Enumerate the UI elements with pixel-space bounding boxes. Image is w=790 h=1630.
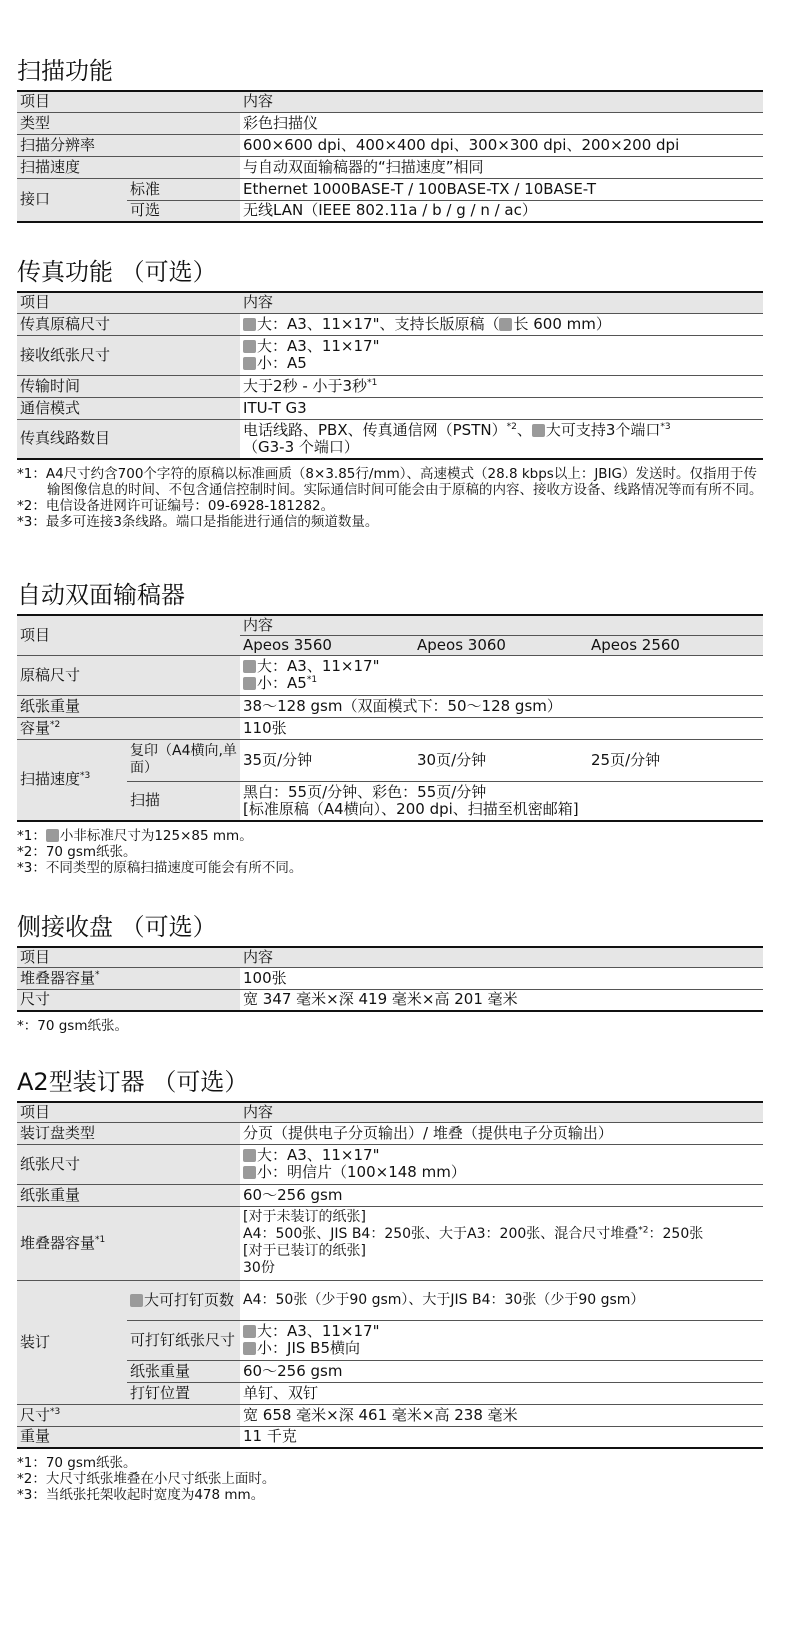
value-text: 小：A5 bbox=[257, 674, 307, 692]
row-sublabel: 扫描 bbox=[127, 781, 240, 821]
footnote-ref: *2 bbox=[506, 421, 517, 432]
row-label: 纸张重量 bbox=[17, 1184, 240, 1206]
table-row bbox=[17, 989, 763, 1011]
table-row bbox=[17, 717, 763, 739]
row-value bbox=[240, 419, 763, 459]
table-row bbox=[17, 1122, 763, 1144]
row-sublabel bbox=[127, 1280, 240, 1320]
table-row bbox=[17, 1426, 763, 1448]
footnote: *3：当纸张托架收起时宽度为478 mm。 bbox=[17, 1487, 265, 1503]
value-text: 小：明信片（100×148 mm） bbox=[257, 1163, 466, 1181]
row-label: 装订盘类型 bbox=[17, 1122, 240, 1144]
value-text: A4：500张、JIS B4：250张、大于A3：200张、混合尺寸堆叠 bbox=[243, 1226, 639, 1242]
scan-section bbox=[17, 56, 763, 223]
row-value: 60～256 gsm bbox=[240, 1360, 763, 1382]
value-text: 小：A5 bbox=[257, 354, 307, 372]
row-value: ITU-T G3 bbox=[240, 397, 763, 419]
table-row bbox=[17, 781, 763, 821]
row-label: 原稿尺寸 bbox=[17, 655, 240, 695]
footnote: *1：A4尺寸约含700个字符的原稿以标准画质（8×3.85行/mm）、高速模式（28.8 kbps以上：JBIG）发送时。仅指用于传输图像信息的时间、不包含通信控制时间。实际通信时间可能会由于原稿的内容、接收方设备、线路情况等而有所不同。 bbox=[17, 466, 763, 498]
value-text: 小：JIS B5横向 bbox=[257, 1339, 360, 1357]
row-label: 通信模式 bbox=[17, 397, 240, 419]
row-label: 扫描分辨率 bbox=[17, 134, 240, 156]
finisher-title: A2型装订器 （可选） bbox=[17, 1068, 249, 1096]
fax-title: 传真功能 （可选） bbox=[17, 258, 217, 286]
footnote: *2：大尺寸纸张堆叠在小尺寸纸张上面时。 bbox=[17, 1471, 276, 1487]
row-value bbox=[240, 1144, 763, 1184]
label-text: 尺寸 bbox=[20, 1405, 51, 1424]
row-value: 宽 347 毫米×深 419 毫米×高 201 毫米 bbox=[240, 989, 763, 1011]
value-line: [对于未装订的纸张] bbox=[243, 1209, 366, 1225]
row-value bbox=[240, 781, 763, 821]
table-row bbox=[17, 1320, 763, 1360]
value-line bbox=[243, 1340, 763, 1357]
row-label bbox=[17, 739, 127, 821]
footnote-ref: *3 bbox=[50, 1406, 61, 1417]
row-sublabel: 打钉位置 bbox=[127, 1382, 240, 1404]
scan-title: 扫描功能 bbox=[17, 57, 113, 85]
table-row bbox=[17, 1206, 763, 1280]
value-line bbox=[243, 422, 763, 439]
row-label: 尺寸 bbox=[17, 989, 240, 1011]
row-value: 11 千克 bbox=[240, 1426, 763, 1448]
model-name: Apeos 3560 bbox=[240, 635, 414, 655]
table-row bbox=[17, 112, 763, 134]
finisher-table bbox=[17, 1101, 763, 1449]
row-value: 彩色扫描仪 bbox=[240, 112, 763, 134]
row-value: 分页（提供电子分页输出）/ 堆叠（提供电子分页输出） bbox=[240, 1122, 763, 1144]
finisher-section bbox=[17, 1067, 763, 1503]
value-text: 大：A3、11×17" bbox=[257, 1146, 380, 1164]
label-text: 容量 bbox=[20, 718, 51, 737]
header-item: 项目 bbox=[17, 292, 240, 313]
header-item: 项目 bbox=[17, 1102, 240, 1122]
value-line bbox=[243, 1164, 763, 1181]
value-line bbox=[243, 355, 763, 372]
row-label: 纸张尺寸 bbox=[17, 1144, 240, 1184]
footnote-ref: *2 bbox=[50, 719, 61, 730]
row-value: A4：50张（少于90 gsm）、大于JIS B4：30张（少于90 gsm） bbox=[240, 1280, 763, 1320]
header-content: 内容 bbox=[240, 1102, 763, 1122]
footnote-ref: *2 bbox=[638, 1225, 649, 1236]
value-line bbox=[243, 658, 763, 675]
footnote: *：70 gsm纸张。 bbox=[17, 1018, 128, 1034]
table-row bbox=[17, 1144, 763, 1184]
footnote bbox=[17, 828, 763, 844]
value-part: 长 600 mm） bbox=[513, 314, 611, 333]
table-row bbox=[17, 335, 763, 375]
row-label: 扫描速度 bbox=[17, 156, 240, 178]
table-row bbox=[17, 200, 763, 222]
table-header bbox=[17, 1102, 763, 1122]
table-row bbox=[17, 1184, 763, 1206]
footnote: *2：电信设备进网许可证编号：09-6928-181282。 bbox=[17, 498, 335, 514]
table-row bbox=[17, 1382, 763, 1404]
tray-notes bbox=[17, 1018, 763, 1034]
table-row bbox=[17, 739, 763, 781]
label-text: 堆叠器容量 bbox=[20, 1233, 96, 1252]
row-value: 35页/分钟 bbox=[240, 739, 414, 781]
row-value bbox=[240, 335, 763, 375]
table-header bbox=[17, 91, 763, 112]
footnote: *2：70 gsm纸张。 bbox=[17, 844, 137, 860]
row-value: 30页/分钟 bbox=[414, 739, 588, 781]
label-text: 大可打钉页数 bbox=[144, 1290, 235, 1309]
table-row bbox=[17, 134, 763, 156]
row-label bbox=[17, 1404, 240, 1426]
value-text: 大：A3、11×17" bbox=[257, 1322, 380, 1340]
row-label: 纸张重量 bbox=[17, 695, 240, 717]
footnote-ref: * bbox=[95, 969, 100, 980]
footnote-ref: *3 bbox=[80, 771, 91, 782]
row-value: 25页/分钟 bbox=[588, 739, 763, 781]
footnote-ref: *1 bbox=[95, 1234, 106, 1245]
row-value: 100张 bbox=[240, 967, 763, 989]
scan-table bbox=[17, 90, 763, 223]
row-sublabel: 复印（A4横向,单面） bbox=[127, 739, 240, 781]
table-header bbox=[17, 615, 763, 635]
finisher-notes bbox=[17, 1455, 763, 1503]
header-content: 内容 bbox=[240, 615, 763, 635]
value-line bbox=[243, 338, 763, 355]
row-sublabel: 纸张重量 bbox=[127, 1360, 240, 1382]
value-line: [标准原稿（A4横向）、200 dpi、扫描至机密邮箱] bbox=[243, 799, 579, 818]
redacted-mark bbox=[243, 1342, 256, 1355]
row-sublabel: 标准 bbox=[127, 178, 240, 200]
footnote-ref: *3 bbox=[660, 421, 671, 432]
header-content: 内容 bbox=[240, 947, 763, 967]
redacted-mark bbox=[243, 677, 256, 690]
redacted-mark bbox=[130, 1294, 143, 1307]
tray-section bbox=[17, 912, 763, 1034]
header-item: 项目 bbox=[17, 947, 240, 967]
table-row bbox=[17, 967, 763, 989]
row-value: 600×600 dpi、400×400 dpi、300×300 dpi、200×200 dpi bbox=[240, 134, 763, 156]
footnote: *3：最多可连接3条线路。端口是指能进行通信的频道数量。 bbox=[17, 514, 379, 530]
redacted-mark bbox=[243, 318, 256, 331]
row-label: 传真线路数目 bbox=[17, 419, 240, 459]
row-value: 与自动双面输稿器的“扫描速度”相同 bbox=[240, 156, 763, 178]
row-value: 宽 658 毫米×深 461 毫米×高 238 毫米 bbox=[240, 1404, 763, 1426]
table-row bbox=[17, 695, 763, 717]
table-row bbox=[17, 1404, 763, 1426]
footnote: *1：70 gsm纸张。 bbox=[17, 1455, 137, 1471]
row-value bbox=[240, 655, 763, 695]
header-item: 项目 bbox=[17, 91, 240, 112]
table-row bbox=[17, 375, 763, 397]
fax-table bbox=[17, 291, 763, 460]
table-row bbox=[17, 1360, 763, 1382]
row-value bbox=[240, 1320, 763, 1360]
row-value: 38～128 gsm（双面模式下：50～128 gsm） bbox=[240, 695, 763, 717]
note-text: 小非标准尺寸为125×85 mm。 bbox=[59, 828, 253, 844]
row-sublabel: 可选 bbox=[127, 200, 240, 222]
redacted-mark bbox=[243, 340, 256, 353]
value-text: 大于2秒 - 小于3秒 bbox=[243, 376, 368, 395]
row-value: 110张 bbox=[240, 717, 763, 739]
footnote-ref: *1 bbox=[306, 675, 318, 685]
table-row bbox=[17, 178, 763, 200]
row-value: 无线LAN（IEEE 802.11a / b / g / n / ac） bbox=[240, 200, 763, 222]
footnote-ref: *1 bbox=[367, 377, 378, 388]
header-content: 内容 bbox=[240, 292, 763, 313]
row-label: 装订 bbox=[17, 1280, 127, 1404]
redacted-mark bbox=[243, 1149, 256, 1162]
header-content: 内容 bbox=[240, 91, 763, 112]
redacted-mark bbox=[243, 1325, 256, 1338]
row-value: 60～256 gsm bbox=[240, 1184, 763, 1206]
row-label bbox=[17, 967, 240, 989]
value-text: 大：A3、11×17" bbox=[257, 657, 380, 675]
row-value bbox=[240, 1206, 763, 1280]
value-text: 大可支持3个端口 bbox=[545, 420, 661, 439]
value-line bbox=[243, 1226, 763, 1243]
value-line bbox=[243, 1323, 763, 1340]
note-prefix: *1： bbox=[17, 828, 46, 844]
redacted-mark bbox=[243, 660, 256, 673]
adf-table bbox=[17, 614, 763, 822]
row-label: 接口 bbox=[17, 178, 127, 222]
row-label: 类型 bbox=[17, 112, 240, 134]
table-row bbox=[17, 1280, 763, 1320]
label-text: 扫描速度 bbox=[20, 770, 81, 789]
value-line: [对于已装订的纸张] bbox=[243, 1243, 366, 1259]
redacted-mark bbox=[499, 318, 512, 331]
row-label bbox=[17, 717, 240, 739]
row-label: 接收纸张尺寸 bbox=[17, 335, 240, 375]
fax-section bbox=[17, 257, 763, 530]
row-sublabel: 可打钉纸张尺寸 bbox=[127, 1320, 240, 1360]
value-line: 30份 bbox=[243, 1260, 275, 1276]
redacted-mark bbox=[243, 1166, 256, 1179]
value-text: ：250张 bbox=[648, 1226, 704, 1242]
table-row bbox=[17, 419, 763, 459]
table-row bbox=[17, 655, 763, 695]
value-part: 大：A3、11×17"、支持长版原稿（ bbox=[257, 314, 500, 333]
value-text: 电话线路、PBX、传真通信网（PSTN） bbox=[243, 420, 507, 439]
row-value: 单钉、双钉 bbox=[240, 1382, 763, 1404]
row-label bbox=[17, 1206, 240, 1280]
value-line bbox=[243, 675, 763, 692]
label-text: 堆叠器容量 bbox=[20, 968, 96, 987]
tray-table bbox=[17, 946, 763, 1012]
redacted-mark bbox=[532, 424, 545, 437]
model-name: Apeos 3060 bbox=[414, 635, 588, 655]
row-label: 传真原稿尺寸 bbox=[17, 313, 240, 335]
value-line: （G3-3 个端口） bbox=[243, 437, 359, 456]
value-line bbox=[243, 1147, 763, 1164]
footnote: *3：不同类型的原稿扫描速度可能会有所不同。 bbox=[17, 860, 303, 876]
adf-section bbox=[17, 580, 763, 876]
header-item: 项目 bbox=[17, 615, 240, 655]
table-row bbox=[17, 313, 763, 335]
value-text: 、 bbox=[516, 420, 532, 439]
row-value: Ethernet 1000BASE-T / 100BASE-TX / 10BASE-T bbox=[240, 178, 763, 200]
adf-title: 自动双面输稿器 bbox=[17, 581, 185, 609]
adf-notes bbox=[17, 828, 763, 876]
redacted-mark bbox=[243, 357, 256, 370]
table-header bbox=[17, 292, 763, 313]
row-value bbox=[240, 313, 763, 335]
row-label: 重量 bbox=[17, 1426, 240, 1448]
value-line: 黑白：55页/分钟、彩色：55页/分钟 bbox=[243, 782, 487, 801]
value-text: 大：A3、11×17" bbox=[257, 337, 380, 355]
redacted-mark bbox=[46, 829, 59, 842]
table-row bbox=[17, 156, 763, 178]
table-row bbox=[17, 397, 763, 419]
row-value bbox=[240, 375, 763, 397]
table-header bbox=[17, 947, 763, 967]
row-label: 传输时间 bbox=[17, 375, 240, 397]
fax-notes bbox=[17, 466, 763, 530]
tray-title: 侧接收盘 （可选） bbox=[17, 913, 217, 941]
model-name: Apeos 2560 bbox=[588, 635, 763, 655]
